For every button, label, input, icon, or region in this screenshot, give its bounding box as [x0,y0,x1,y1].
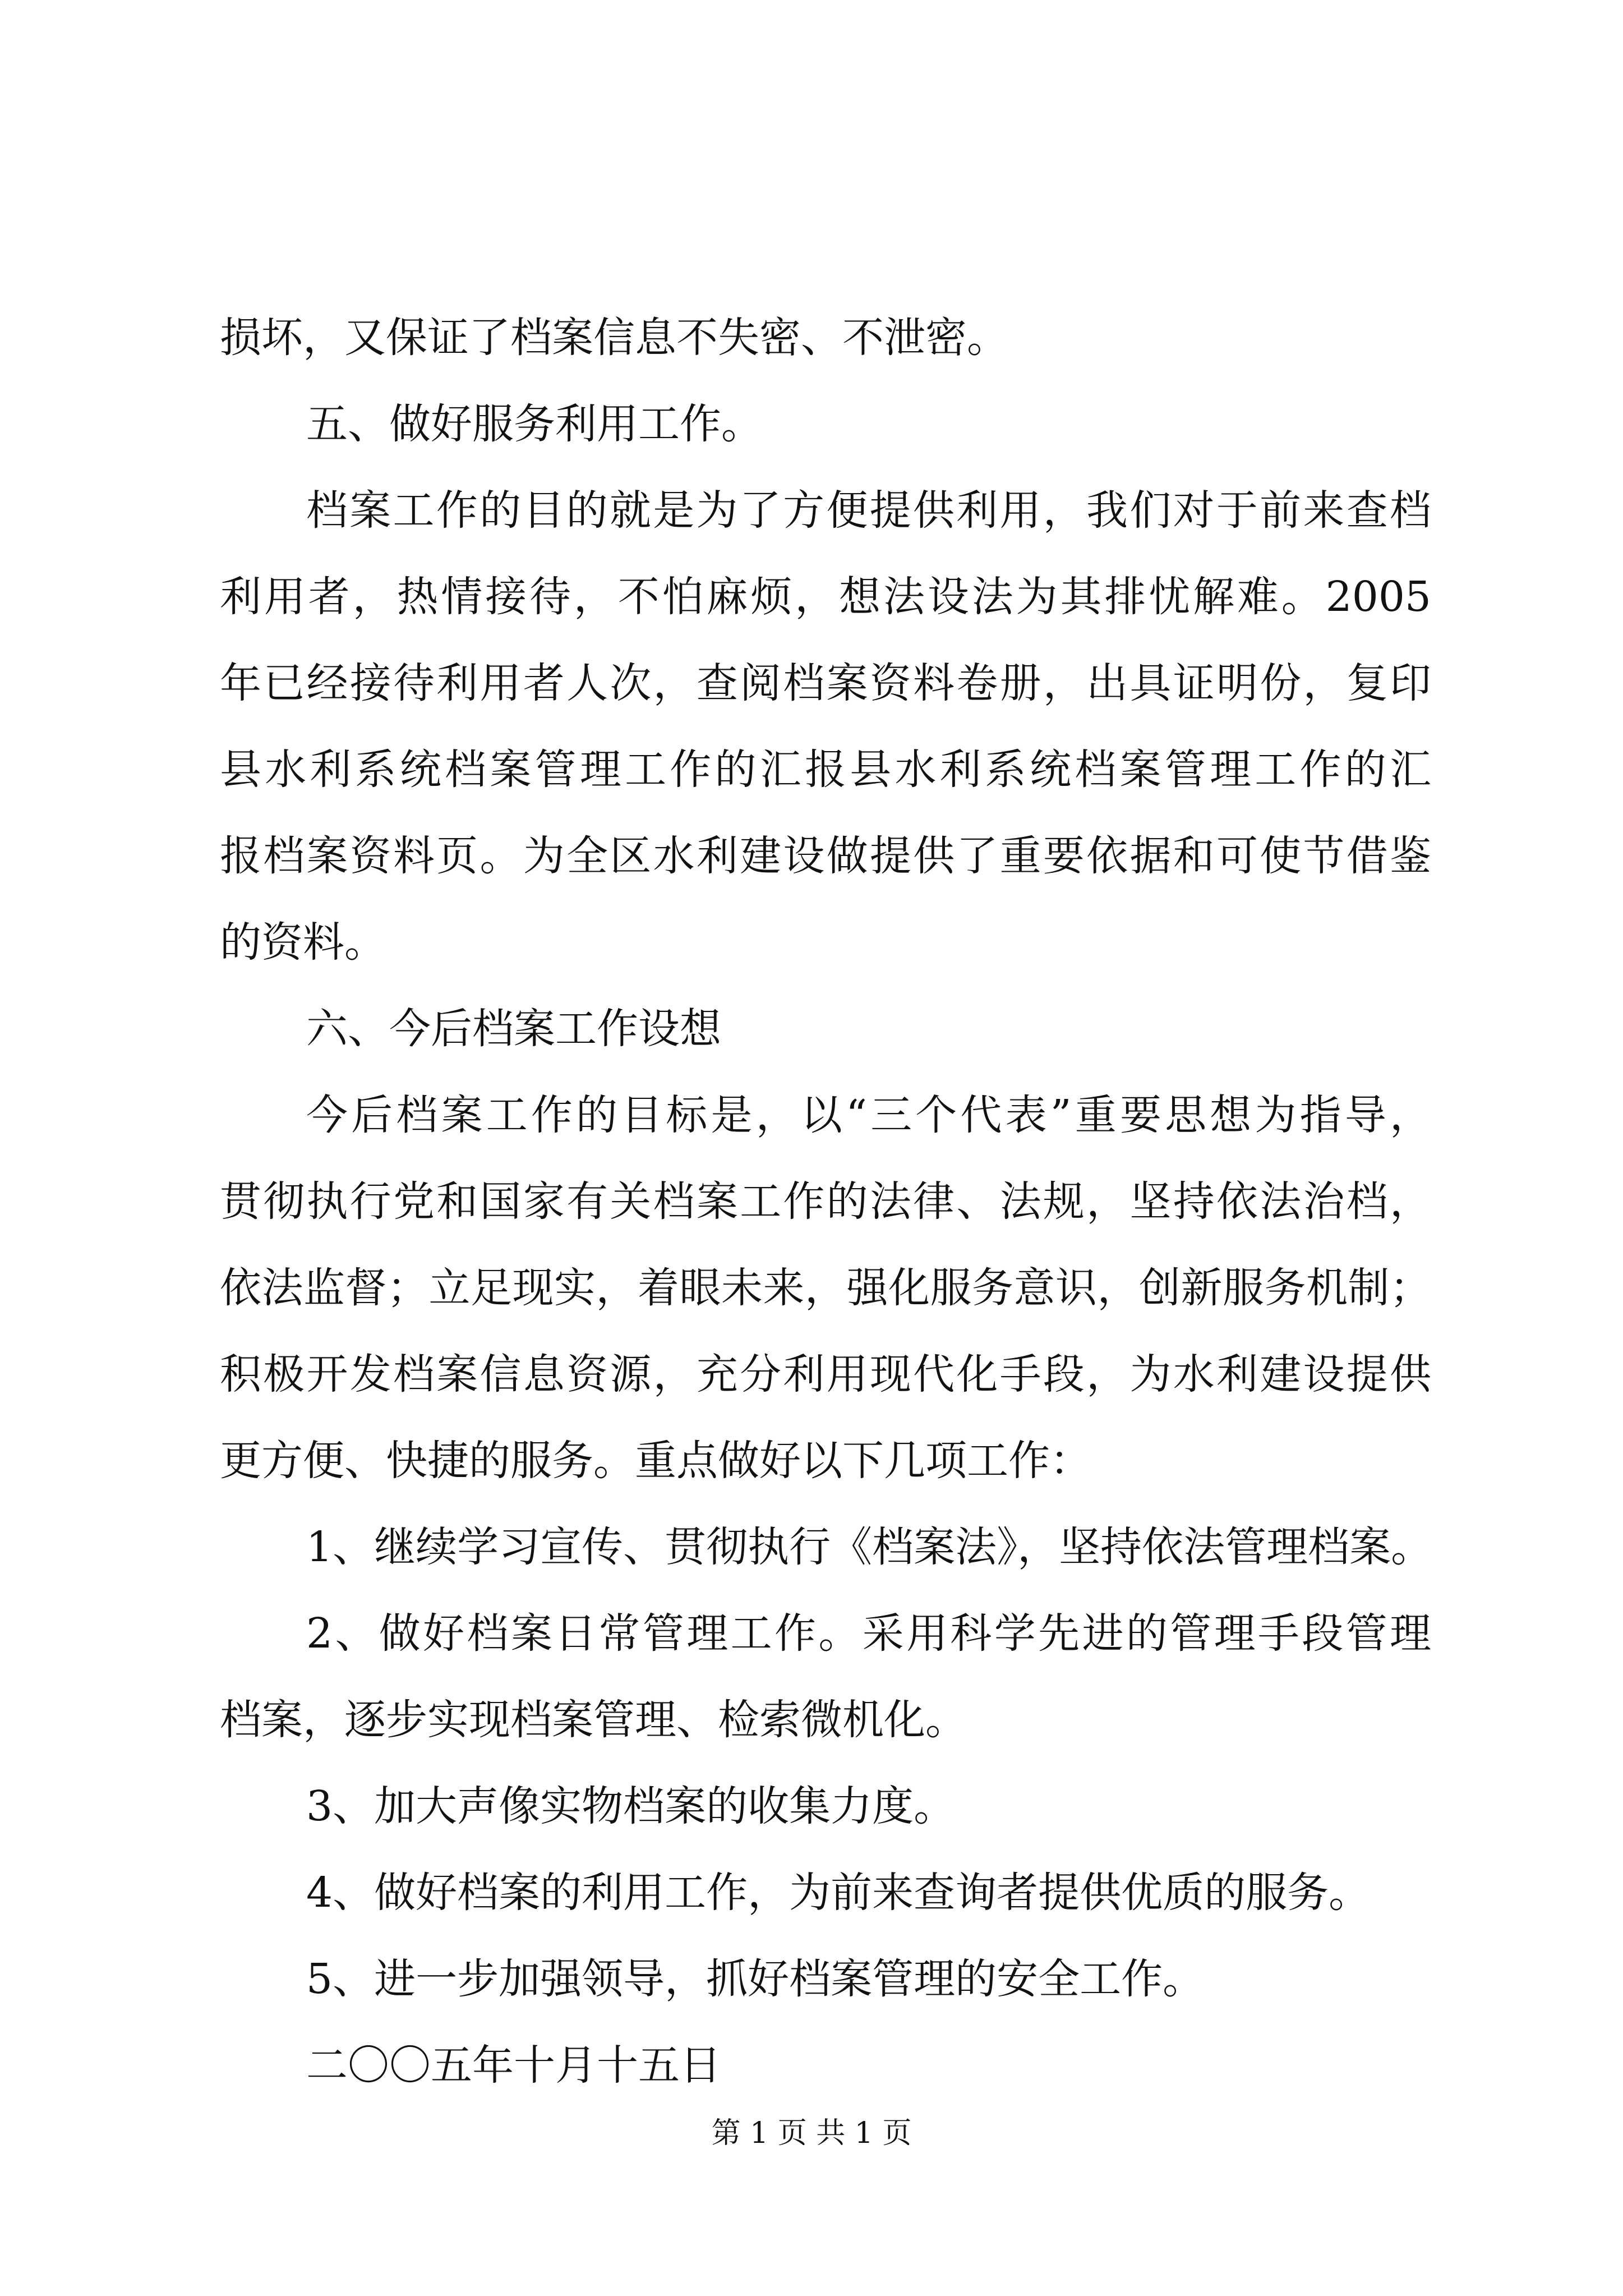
list-item-4: 4、做好档案的利用工作，为前来查询者提供优质的服务。 [306,1869,1371,1917]
page-number-footer: 第 1 页 共 1 页 [711,2116,912,2150]
body-line: 的资料。 [220,918,386,967]
list-item-3: 3、加大声像实物档案的收集力度。 [306,1782,956,1830]
list-item-1: 1、继续学习宣传、贯彻执行《档案法》，坚持依法管理档案。 [306,1523,1433,1571]
body-line: 年已经接待利用者人次，查阅档案资料卷册，出具证明份，复印 [220,661,1431,706]
section-heading-6: 六、今后档案工作设想 [306,1005,721,1053]
body-line: 贯彻执行党和国家有关档案工作的法律、法规，坚持依法治档， [220,1179,1431,1224]
list-item-5: 5、进一步加强领导，抓好档案管理的安全工作。 [306,1955,1205,2003]
document-date: 二〇〇五年十月十五日 [306,2041,721,2090]
section-heading-5: 五、做好服务利用工作。 [306,400,763,448]
body-line: 报档案资料页。为全区水利建设做提供了重要依据和可使节借鉴 [220,834,1431,878]
body-line: 档案工作的目的就是为了方便提供利用，我们对于前来查档 [306,488,1431,533]
list-item-2: 2、做好档案日常管理工作。采用科学先进的管理手段管理 [306,1611,1431,1656]
body-line: 依法监督；立足现实，着眼未来，强化服务意识，创新服务机制； [220,1266,1431,1310]
body-line: 县水利系统档案管理工作的汇报县水利系统档案管理工作的汇 [220,747,1431,792]
body-line: 今后档案工作的目标是，以“三个代表”重要思想为指导， [306,1093,1431,1138]
body-line: 积极开发档案信息资源，充分利用现代化手段，为水利建设提供 [220,1352,1431,1397]
body-line: 更方便、快捷的服务。重点做好以下几项工作： [220,1437,1091,1485]
body-line: 档案，逐步实现档案管理、检索微机化。 [220,1696,967,1744]
body-line: 利用者，热情接待，不怕麻烦，想法设法为其排忧解难。2005 [220,574,1431,619]
body-line: 损坏，又保证了档案信息不失密、不泄密。 [220,314,1008,362]
